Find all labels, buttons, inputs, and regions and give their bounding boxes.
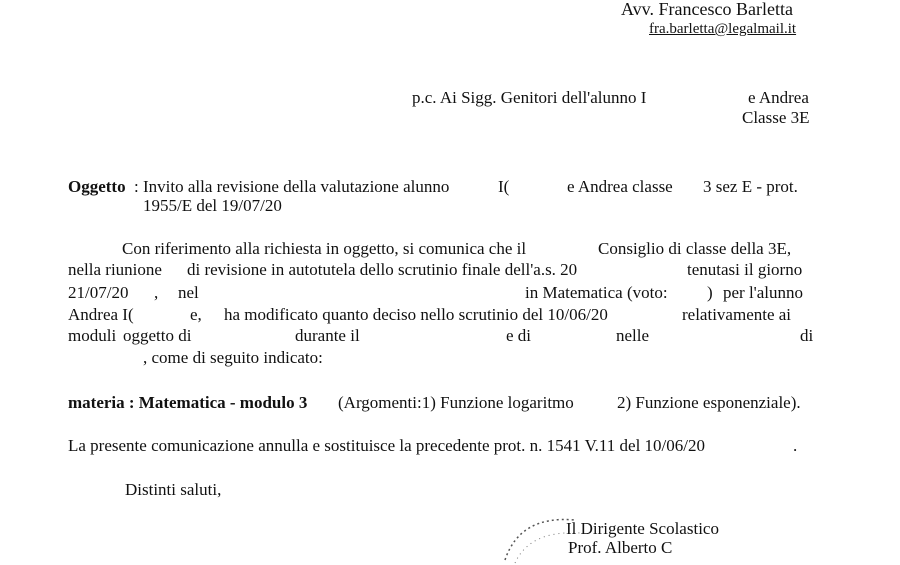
annul-end: . bbox=[793, 436, 798, 455]
body-line5e: nelle bbox=[616, 326, 650, 345]
body-line3c: nel bbox=[178, 283, 199, 302]
body-line1: Con riferimento alla richiesta in oggetto, si comunica che il bbox=[122, 239, 527, 258]
recipient-line-end: e Andrea bbox=[748, 88, 809, 107]
body-line5f: di bbox=[800, 326, 814, 345]
signature-name: Prof. Alberto C bbox=[568, 538, 673, 557]
subject-colon: : bbox=[134, 177, 139, 196]
body-line2: nella riunione bbox=[68, 260, 162, 279]
body-line5d: e di bbox=[506, 326, 532, 345]
subject-text-c: 3 sez E - prot. bbox=[703, 177, 798, 196]
body-line3f: per l'alunno bbox=[723, 283, 804, 302]
body-line1b: Consiglio di classe della 3E, bbox=[598, 239, 792, 258]
sender-name: Avv. Francesco Barletta bbox=[621, 0, 793, 19]
recipient-line: p.c. Ai Sigg. Genitori dell'alunno I bbox=[412, 88, 647, 107]
materia-rest: (Argomenti:1) Funzione logaritmo bbox=[338, 393, 574, 412]
body-line4a: Andrea I( bbox=[68, 305, 134, 324]
body-line2c: tenutasi il giorno bbox=[687, 260, 803, 279]
body-line5a: moduli bbox=[68, 326, 117, 345]
subject-label: Oggetto bbox=[68, 177, 126, 196]
body-line2b: di revisione in autotutela dello scrutinio finale dell'a.s. 20 bbox=[187, 260, 578, 279]
sender-email[interactable]: fra.barletta@legalmail.it bbox=[649, 21, 797, 37]
body-line4c: ha modificato quanto deciso nello scrutinio del 10/06/20 bbox=[224, 305, 608, 324]
body-line3b: , bbox=[154, 283, 159, 302]
body-line5b: oggetto di bbox=[123, 326, 192, 345]
body-line4d: relativamente ai bbox=[682, 305, 792, 324]
body-line3d: in Matematica (voto: bbox=[525, 283, 668, 302]
body-line6: , come di seguito indicato: bbox=[143, 348, 323, 367]
body-line3a: 21/07/20 bbox=[68, 283, 129, 302]
materia-bold: materia : Matematica - modulo 3 bbox=[68, 393, 308, 412]
subject-fragment: I( bbox=[498, 177, 510, 196]
materia-rest2: 2) Funzione esponenziale). bbox=[617, 393, 801, 412]
subject-line2: 1955/E del 19/07/20 bbox=[143, 196, 282, 215]
signature-role: Il Dirigente Scolastico bbox=[566, 519, 719, 538]
body-line3e: ) bbox=[707, 283, 713, 302]
body-line5c: durante il bbox=[295, 326, 360, 345]
recipient-class: Classe 3E bbox=[742, 108, 810, 127]
annul-text: La presente comunicazione annulla e sostituisce la precedente prot. n. 1541 V.11 del 10/06/20 bbox=[68, 436, 706, 455]
subject-text-a: Invito alla revisione della valutazione alunno bbox=[143, 177, 450, 196]
closing: Distinti saluti, bbox=[125, 480, 222, 499]
body-line4b: e, bbox=[190, 305, 202, 324]
subject-text-b: e Andrea classe bbox=[567, 177, 673, 196]
